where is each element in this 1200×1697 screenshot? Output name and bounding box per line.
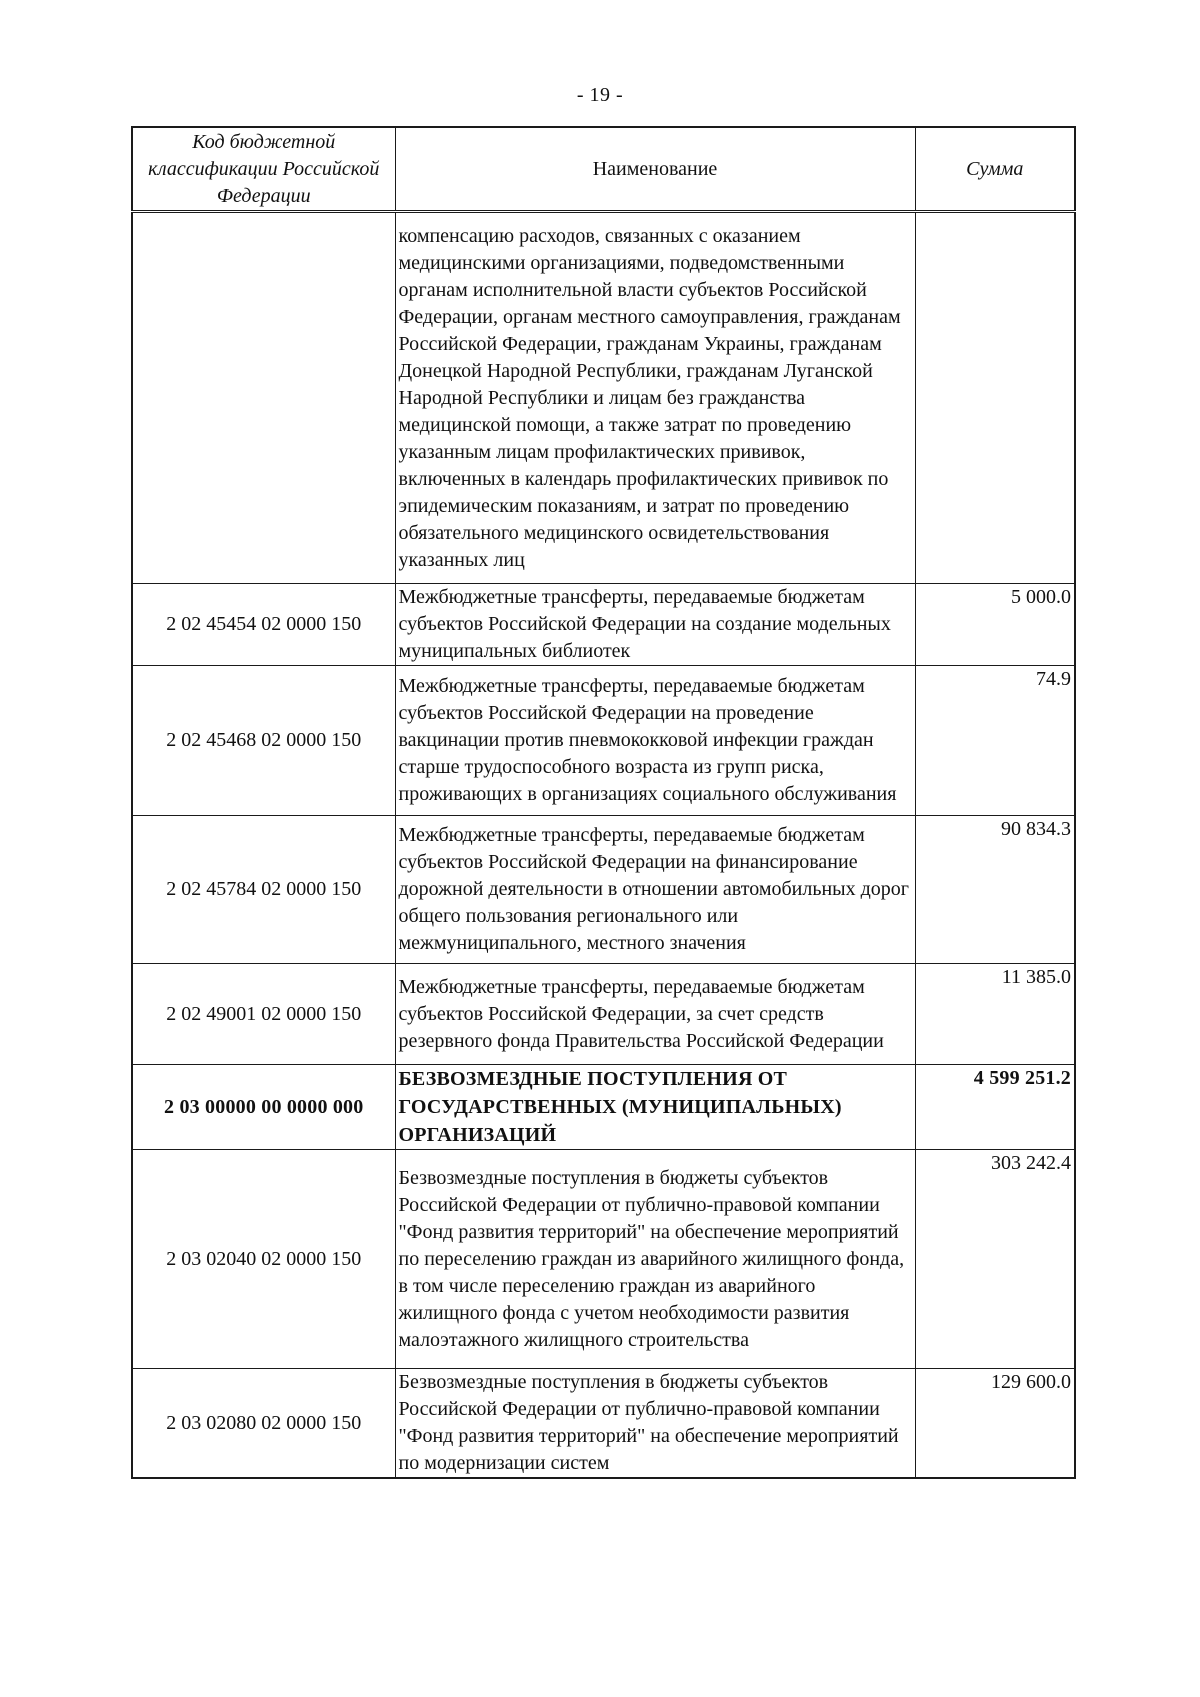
row-name: Безвозмездные поступления в бюджеты субъектов Российской Федерации от публично-правовой компании "Фонд развития территорий" на обеспечение мероприятий по переселению граждан из аварийного жилищного фонда, в том числе переселению граждан из аварийного жилищного фонда с учетом необходимости развития малоэтажного жилищного строительства xyxy=(395,1150,915,1369)
row-sum: 11 385.0 xyxy=(915,964,1075,1065)
row-sum xyxy=(915,212,1075,584)
row-name: Межбюджетные трансферты, передаваемые бюджетам субъектов Российской Федерации на создание модельных муниципальных библиотек xyxy=(395,584,915,666)
row-sum: 5 000.0 xyxy=(915,584,1075,666)
row-name: Межбюджетные трансферты, передаваемые бюджетам субъектов Российской Федерации на проведение вакцинации против пневмококковой инфекции граждан старше трудоспособного возраста из групп риска, проживающих в организациях социального обслуживания xyxy=(395,666,915,816)
table-row xyxy=(132,212,1075,584)
row-code: 2 02 45784 02 0000 150 xyxy=(132,816,395,964)
table-row xyxy=(132,1065,1075,1150)
table-body xyxy=(132,212,1075,1479)
table-header xyxy=(132,127,1075,212)
header-row xyxy=(132,127,1075,212)
row-sum: 90 834.3 xyxy=(915,816,1075,964)
budget-table xyxy=(131,126,1076,1479)
row-sum: 303 242.4 xyxy=(915,1150,1075,1369)
row-code: 2 02 45468 02 0000 150 xyxy=(132,666,395,816)
row-name: Межбюджетные трансферты, передаваемые бюджетам субъектов Российской Федерации на финансирование дорожной деятельности в отношении автомобильных дорог общего пользования регионального или межмуниципального, местного значения xyxy=(395,816,915,964)
header-name: Наименование xyxy=(395,127,915,212)
row-code: 2 02 45454 02 0000 150 xyxy=(132,584,395,666)
table-row xyxy=(132,816,1075,964)
table-row xyxy=(132,1150,1075,1369)
table-row xyxy=(132,584,1075,666)
row-code: 2 03 00000 00 0000 000 xyxy=(132,1065,395,1150)
row-code: 2 02 49001 02 0000 150 xyxy=(132,964,395,1065)
row-code xyxy=(132,212,395,584)
table-row xyxy=(132,964,1075,1065)
page-number: - 19 - xyxy=(576,84,624,106)
row-name: Межбюджетные трансферты, передаваемые бюджетам субъектов Российской Федерации, за счет средств резервного фонда Правительства Российской Федерации xyxy=(395,964,915,1065)
header-sum: Сумма xyxy=(915,127,1075,212)
table-row xyxy=(132,1369,1075,1479)
table-row xyxy=(132,666,1075,816)
row-sum: 129 600.0 xyxy=(915,1369,1075,1479)
row-name: Безвозмездные поступления в бюджеты субъектов Российской Федерации от публично-правовой компании "Фонд развития территорий" на обеспечение мероприятий по модернизации систем xyxy=(395,1369,915,1479)
row-code: 2 03 02040 02 0000 150 xyxy=(132,1150,395,1369)
row-sum: 4 599 251.2 xyxy=(915,1065,1075,1150)
header-code: Код бюджетной классификации Российской Федерации xyxy=(132,127,395,212)
row-name: БЕЗВОЗМЕЗДНЫЕ ПОСТУПЛЕНИЯ ОТ ГОСУДАРСТВЕННЫХ (МУНИЦИПАЛЬНЫХ) ОРГАНИЗАЦИЙ xyxy=(395,1065,915,1150)
row-name: компенсацию расходов, связанных с оказанием медицинскими организациями, подведомственными органам исполнительной власти субъектов Российской Федерации, органам местного самоуправления, гражданам Российской Федерации, гражданам Украины, гражданам Донецкой Народной Республики, гражданам Луганской Народной Республики и лицам без гражданства медицинской помощи, а также затрат по проведению указанным лицам профилактических прививок, включенных в календарь профилактических прививок по эпидемическим показаниям, и затрат по проведению обязательного медицинского освидетельствования указанных лиц xyxy=(395,212,915,584)
row-code: 2 03 02080 02 0000 150 xyxy=(132,1369,395,1479)
row-sum: 74.9 xyxy=(915,666,1075,816)
